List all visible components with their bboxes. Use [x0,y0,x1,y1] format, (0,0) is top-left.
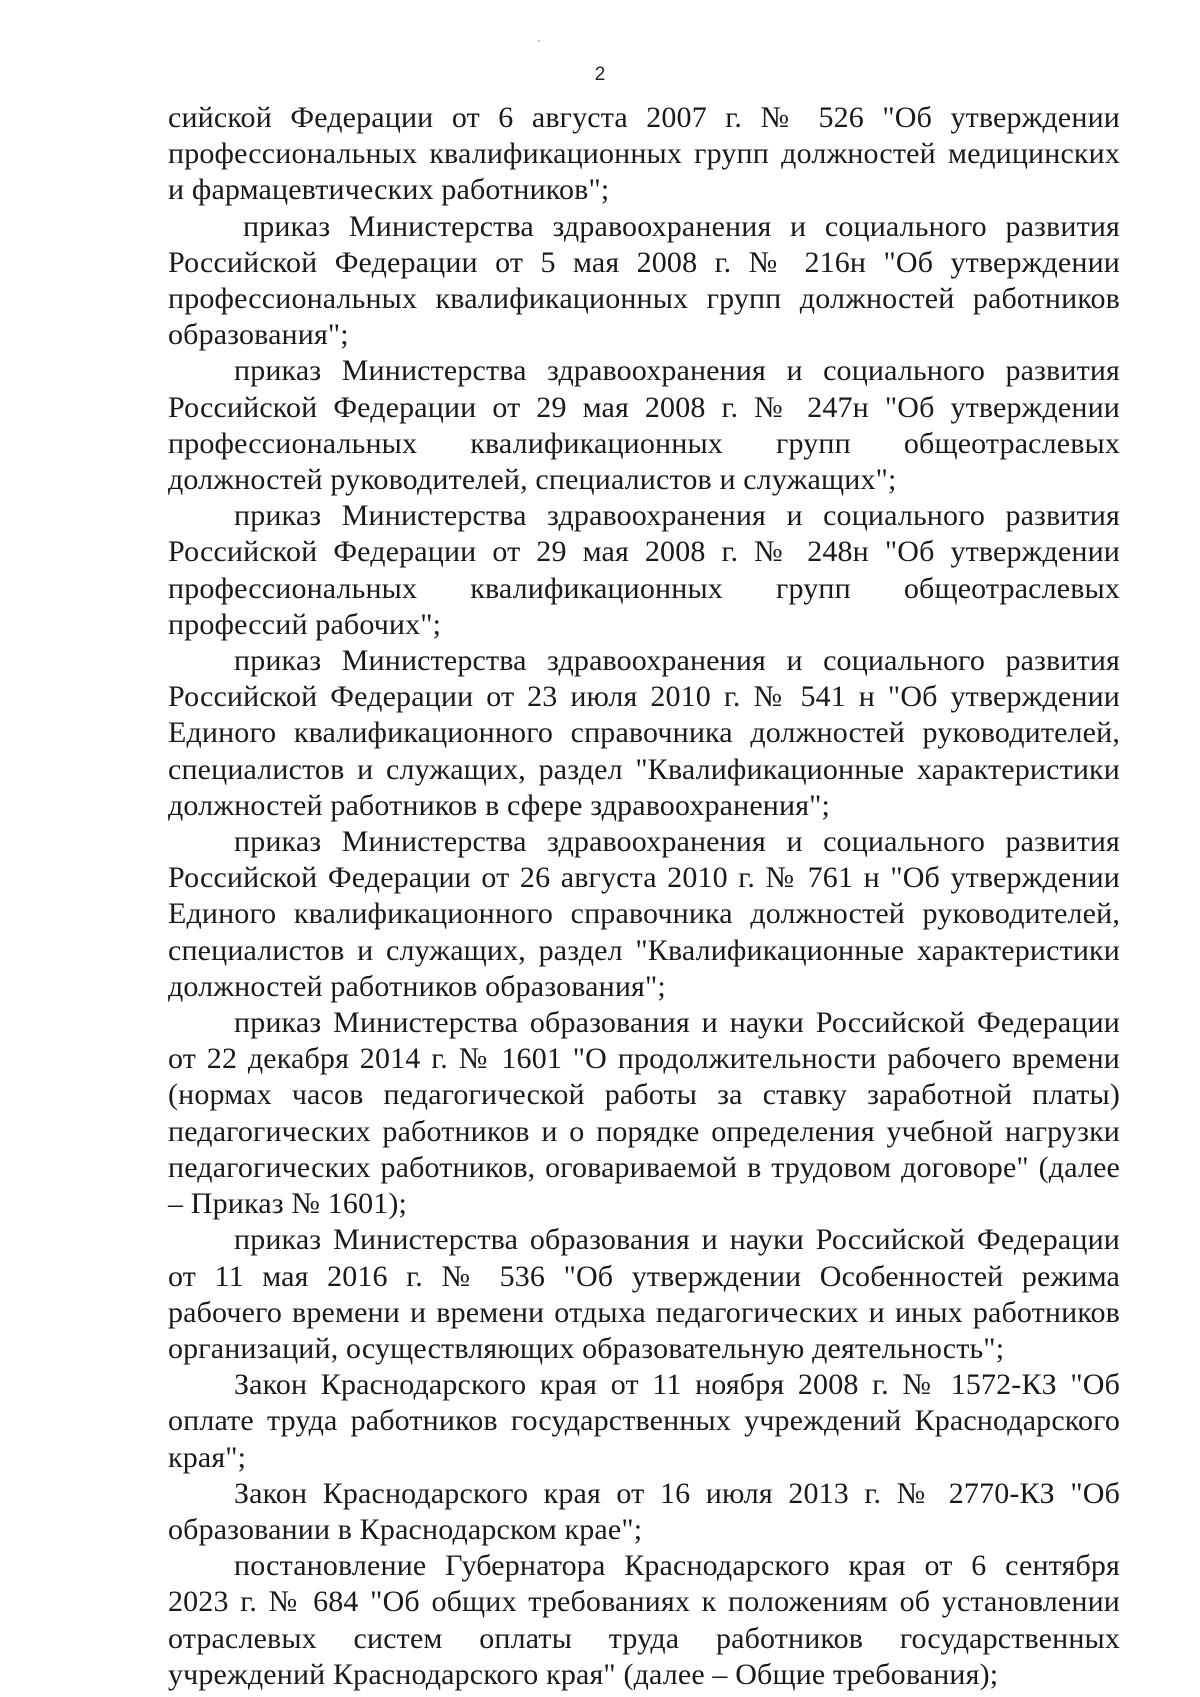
paragraph-order-247n: приказ Министерства здравоохранения и социального развития Российской Федерации от 29 мая 2008 г. № 247н "Об утверждении профессиональных квалификационных групп общеотраслевых должностей руководителей, специалистов и служащих"; [168,354,1120,497]
paragraph-law-2770-kz: Закон Краснодарского края от 16 июля 2013 г. № 2770-КЗ "Об образовании в Краснодарском крае"; [168,1476,1120,1546]
paragraph-order-761n: приказ Министерства здравоохранения и социального развития Российской Федерации от 26 августа 2010 г. № 761 н "Об утверждении Единого квалификационного справочника должностей руководителей, специалистов и служащих, раздел "Квалификационные характеристики должностей работников образования"; [168,825,1120,1003]
paragraph-order-536: приказ Министерства образования и науки Российской Федерации от 11 мая 2016 г. № 536 "Об утверждении Особенностей режима рабочего времени и времени отдыха педагогических и иных работников организаций, осуществляющих образовательную деятельность"; [168,1223,1120,1365]
page-number: 2 [594,64,606,85]
paragraph-order-541n: приказ Министерства здравоохранения и социального развития Российской Федерации от 23 июля 2010 г. № 541 н "Об утверждении Единого квалификационного справочника должностей руководителей, специалистов и служащих, раздел "Квалификационные характеристики должностей работников в сфере здравоохранения"; [168,644,1120,822]
paragraph-order-248n: приказ Министерства здравоохранения и социального развития Российской Федерации от 29 мая 2008 г. № 248н "Об утверждении профессиональных квалификационных групп общеотраслевых профессий рабочих"; [168,499,1120,641]
paragraph-law-1572-kz: Закон Краснодарского края от 11 ноября 2008 г. № 1572-КЗ "Об оплате труда работников государственных учреждений Краснодарского края"; [168,1368,1120,1474]
scan-artifact [538,40,540,42]
paragraph-resolution-684: постановление Губернатора Краснодарского края от 6 сентября 2023 г. № 684 "Об общих требованиях к положениям об установлении отраслевых систем оплаты труда работников государственных учреждений Краснодарского края" (далее – Общие требования); [168,1549,1120,1691]
paragraph-order-1601: приказ Министерства образования и науки Российской Федерации от 22 декабря 2014 г. № 1601 "О продолжительности рабочего времени (нормах часов педагогической работы за ставку заработной платы) педагогических работников и о порядке определения учебной нагрузки педагогических работников, оговариваемой в трудовом договоре" (далее – Приказ № 1601); [168,1006,1120,1221]
paragraph-order-216n: приказ Министерства здравоохранения и социального развития Российской Федерации от 5 мая 2008 г. № 216н "Об утверждении профессиональных квалификационных групп должностей работников образования"; [168,209,1120,352]
document-body [168,100,1120,1693]
paragraph-continuation: сийской Федерации от 6 августа 2007 г. № 526 "Об утверждении профессиональных квалификационных групп должностей медицинских и фармацевтических работников"; [168,101,1120,207]
